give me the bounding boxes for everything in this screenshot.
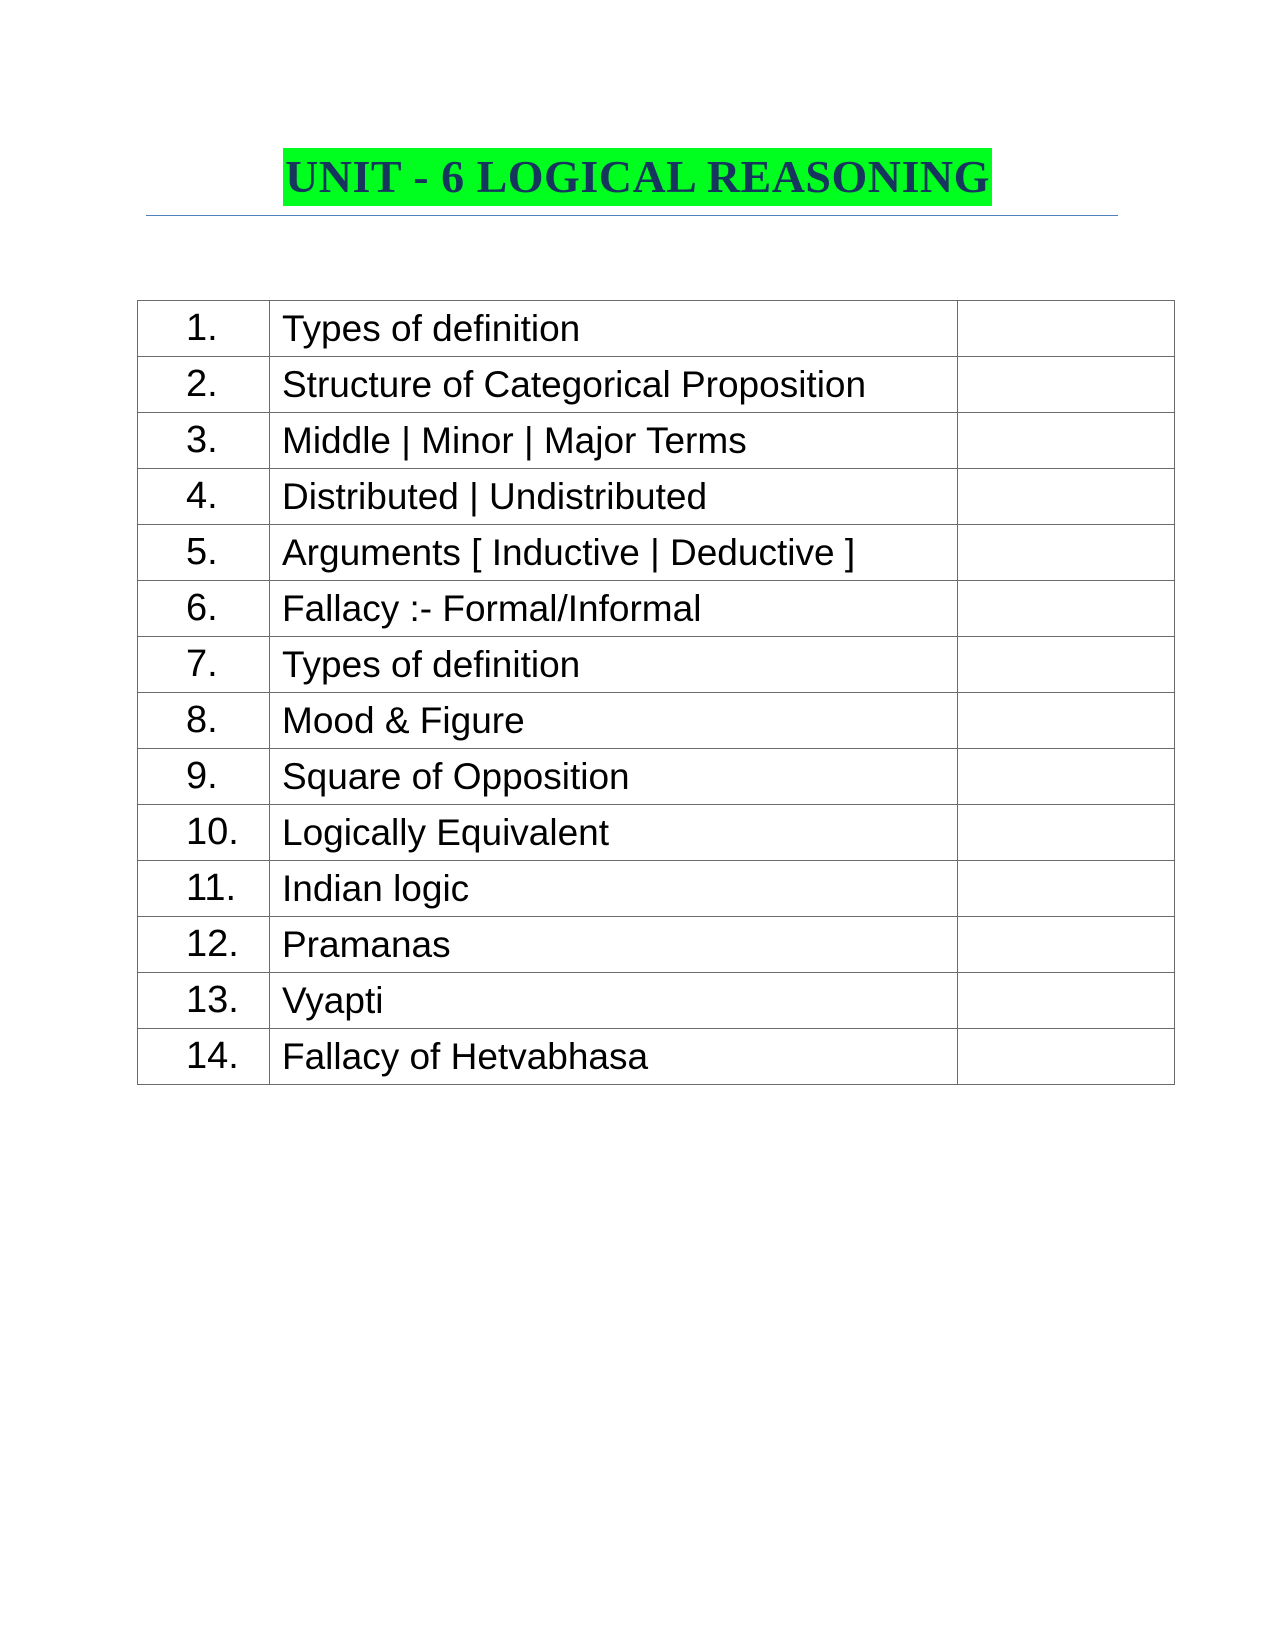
table-row bbox=[138, 637, 1175, 693]
table-row bbox=[138, 413, 1175, 469]
blank-cell bbox=[958, 973, 1175, 1029]
item-number: 11. bbox=[138, 861, 270, 917]
table-row bbox=[138, 1029, 1175, 1085]
table-row bbox=[138, 301, 1175, 357]
item-number: 3. bbox=[138, 413, 270, 469]
blank-cell bbox=[958, 413, 1175, 469]
item-topic: Logically Equivalent bbox=[270, 805, 958, 861]
item-topic: Types of definition bbox=[270, 301, 958, 357]
item-number: 1. bbox=[138, 301, 270, 357]
item-number: 2. bbox=[138, 357, 270, 413]
table-row bbox=[138, 581, 1175, 637]
item-number: 4. bbox=[138, 469, 270, 525]
table-row bbox=[138, 861, 1175, 917]
item-topic: Pramanas bbox=[270, 917, 958, 973]
item-topic: Types of definition bbox=[270, 637, 958, 693]
table-row bbox=[138, 805, 1175, 861]
topics-table-body bbox=[138, 301, 1175, 1085]
page-title: UNIT - 6 LOGICAL REASONING bbox=[283, 148, 992, 206]
item-topic: Indian logic bbox=[270, 861, 958, 917]
item-topic: Structure of Categorical Proposition bbox=[270, 357, 958, 413]
item-topic: Middle | Minor | Major Terms bbox=[270, 413, 958, 469]
title-underline bbox=[146, 215, 1118, 216]
blank-cell bbox=[958, 805, 1175, 861]
item-topic: Mood & Figure bbox=[270, 693, 958, 749]
item-topic: Fallacy :- Formal/Informal bbox=[270, 581, 958, 637]
item-number: 5. bbox=[138, 525, 270, 581]
item-number: 13. bbox=[138, 973, 270, 1029]
blank-cell bbox=[958, 637, 1175, 693]
blank-cell bbox=[958, 525, 1175, 581]
topics-table bbox=[137, 300, 1175, 1085]
table-row bbox=[138, 917, 1175, 973]
blank-cell bbox=[958, 693, 1175, 749]
table-row bbox=[138, 525, 1175, 581]
item-number: 10. bbox=[138, 805, 270, 861]
blank-cell bbox=[958, 469, 1175, 525]
item-topic: Arguments [ Inductive | Deductive ] bbox=[270, 525, 958, 581]
item-number: 6. bbox=[138, 581, 270, 637]
blank-cell bbox=[958, 301, 1175, 357]
item-topic: Vyapti bbox=[270, 973, 958, 1029]
item-number: 12. bbox=[138, 917, 270, 973]
blank-cell bbox=[958, 917, 1175, 973]
table-row bbox=[138, 469, 1175, 525]
blank-cell bbox=[958, 749, 1175, 805]
table-row bbox=[138, 749, 1175, 805]
table-row bbox=[138, 693, 1175, 749]
blank-cell bbox=[958, 1029, 1175, 1085]
item-topic: Distributed | Undistributed bbox=[270, 469, 958, 525]
title-container bbox=[0, 148, 1275, 206]
table-row bbox=[138, 973, 1175, 1029]
blank-cell bbox=[958, 357, 1175, 413]
blank-cell bbox=[958, 581, 1175, 637]
item-number: 8. bbox=[138, 693, 270, 749]
item-number: 9. bbox=[138, 749, 270, 805]
table-row bbox=[138, 357, 1175, 413]
blank-cell bbox=[958, 861, 1175, 917]
item-topic: Square of Opposition bbox=[270, 749, 958, 805]
item-topic: Fallacy of Hetvabhasa bbox=[270, 1029, 958, 1085]
item-number: 14. bbox=[138, 1029, 270, 1085]
item-number: 7. bbox=[138, 637, 270, 693]
